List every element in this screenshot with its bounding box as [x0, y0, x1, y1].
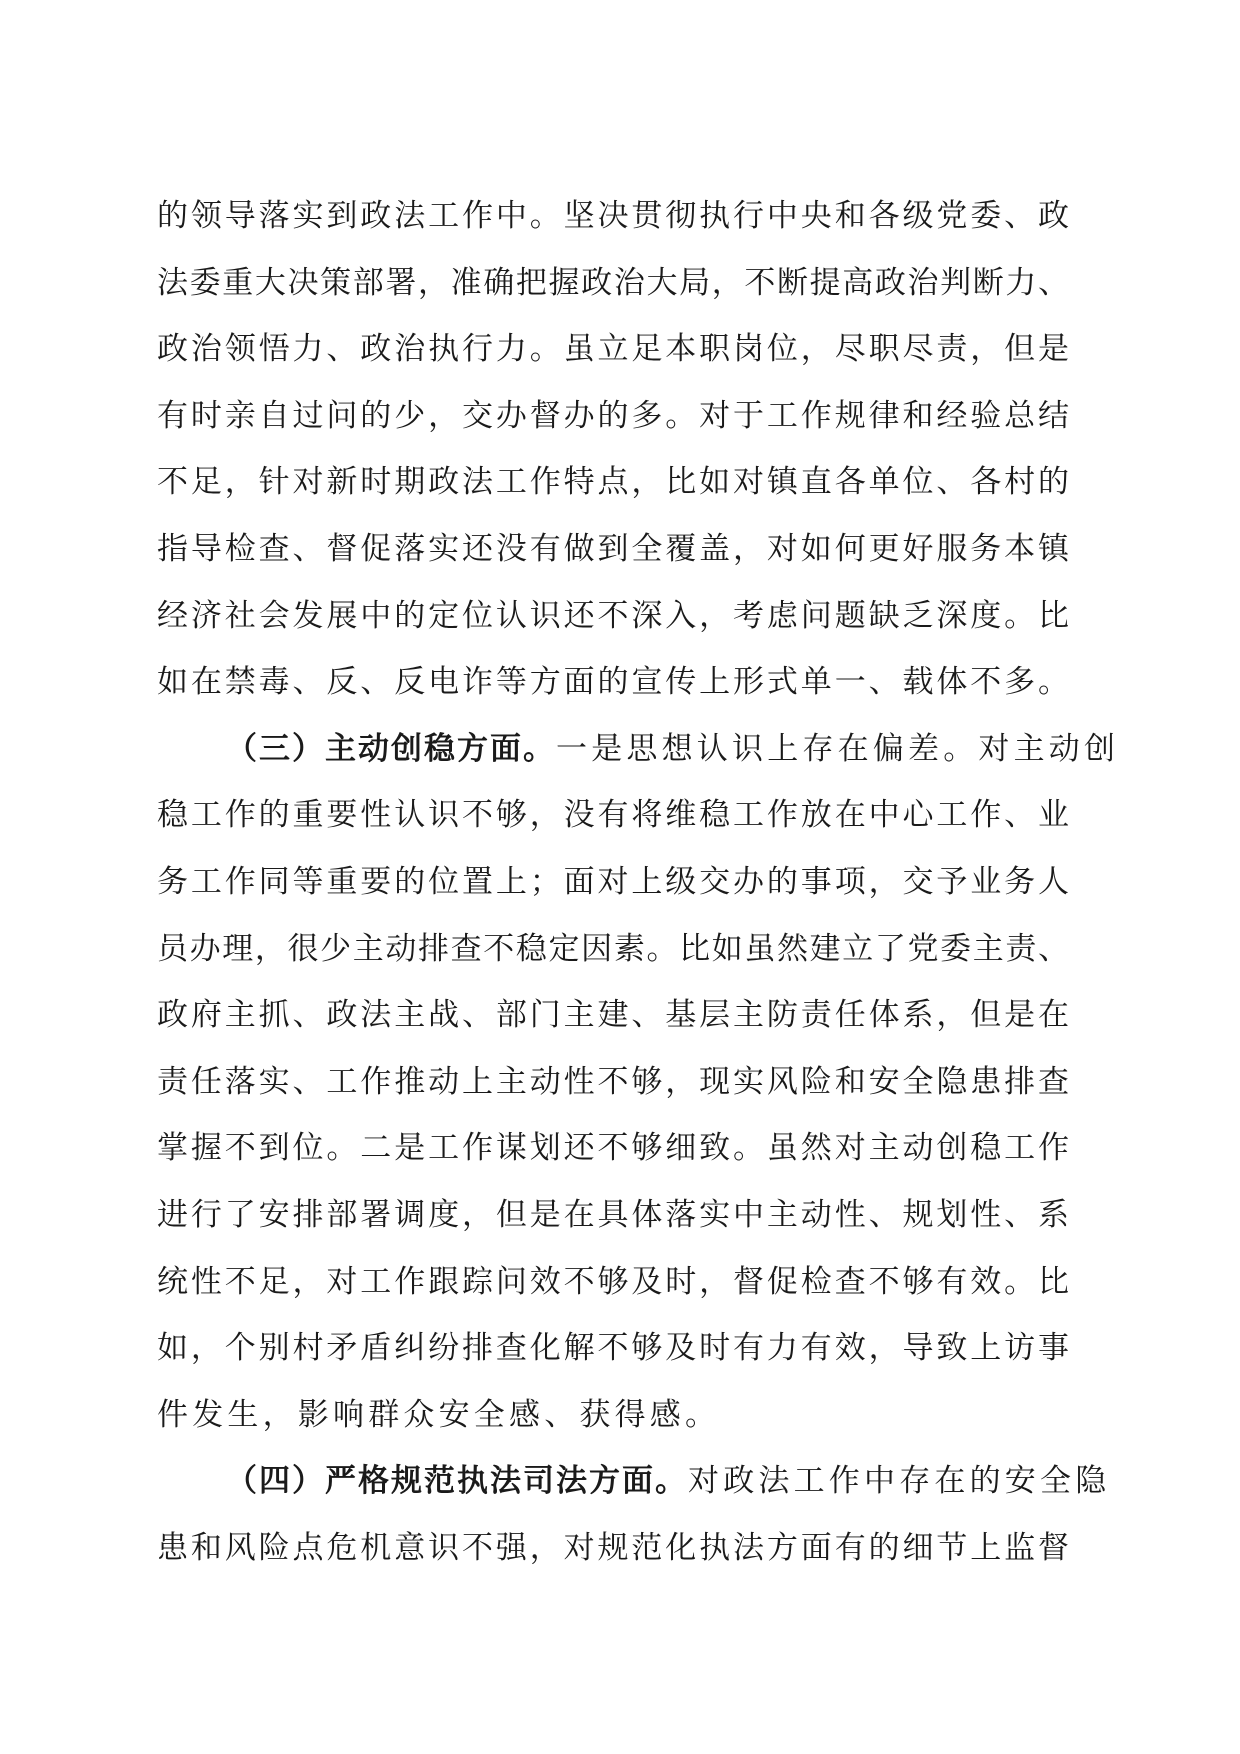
text-line: 掌握不到位。二是工作谋划还不够细致。虽然对主动创稳工作 [157, 1130, 1069, 1167]
text-line: 患和风险点危机意识不强，对规范化执法方面有的细节上监督 [157, 1529, 1069, 1566]
text-line: 法委重大决策部署，准确把握政治大局，不断提高政治判断力、 [157, 264, 1069, 301]
section-heading: （四）严格规范执法司法方面。 [226, 1463, 688, 1500]
text-line: 员办理，很少主动排查不稳定因素。比如虽然建立了党委主责、 [157, 930, 1069, 967]
text-line: 指导检查、督促落实还没有做到全覆盖，对如何更好服务本镇 [157, 530, 1069, 567]
section-text: 对政法工作中存在的安全隐 [688, 1463, 1111, 1500]
text-line: 不足，针对新时期政法工作特点，比如对镇直各单位、各村的 [157, 464, 1069, 501]
text-line: 稳工作的重要性认识不够，没有将维稳工作放在中心工作、业 [157, 797, 1069, 834]
text-line: 政府主抓、政法主战、部门主建、基层主防责任体系，但是在 [157, 997, 1069, 1034]
text-line: 如，个别村矛盾纠纷排查化解不够及时有力有效，导致上访事 [157, 1330, 1069, 1367]
section-line [157, 1448, 1111, 1515]
body-text [157, 183, 1120, 1581]
text-line: 责任落实、工作推动上主动性不够，现实风险和安全隐患排查 [157, 1063, 1069, 1100]
text-line: 统性不足，对工作跟踪问效不够及时，督促检查不够有效。比 [157, 1263, 1069, 1300]
text-line: 务工作同等重要的位置上；面对上级交办的事项，交予业务人 [157, 863, 1069, 900]
section-text: 一是思想认识上存在偏差。对主动创 [556, 730, 1120, 767]
section-heading: （三）主动创稳方面。 [226, 730, 556, 767]
text-line: 进行了安排部署调度，但是在具体落实中主动性、规划性、系 [157, 1196, 1069, 1233]
text-line: 件发生，影响群众安全感、获得感。 [157, 1396, 721, 1433]
text-line: 有时亲自过问的少，交办督办的多。对于工作规律和经验总结 [157, 397, 1069, 434]
text-line: 的领导落实到政法工作中。坚决贯彻执行中央和各级党委、政 [157, 198, 1069, 234]
text-line: 如在禁毒、反、反电诈等方面的宣传上形式单一、载体不多。 [157, 664, 1069, 701]
text-line: 经济社会发展中的定位认识还不深入，考虑问题缺乏深度。比 [157, 597, 1069, 634]
section-line [157, 716, 1120, 783]
text-line: 政治领悟力、政治执行力。虽立足本职岗位，尽职尽责，但是 [157, 331, 1069, 368]
